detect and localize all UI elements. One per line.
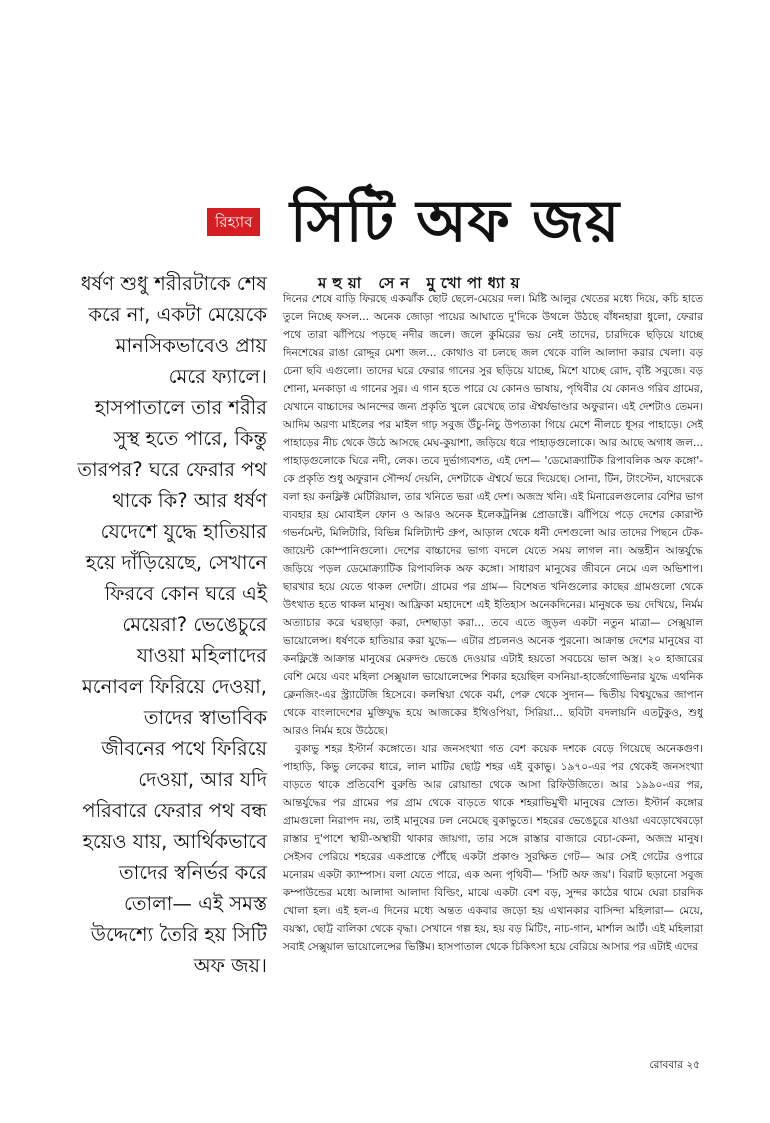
pull-quote-text: ধর্ষণ শুধু শরীরটাকে শেষ করে না, একটা মেয়েকে মানসিকভাবেও প্রায় মেরে ফ্যালে। হাসপাতালে তার শরীর সুস্থ হতে পারে, কিন্তু তারপর? ঘরে ফেরার পথ থাকে কি? আর ধর্ষণ যেদেশে যুদ্ধে হাতিয়ার হয়ে দাঁড়িয়েছে, সেখানে ফিরবে কোন ঘরে এই মেয়েরা? ভেঙেচুরে যাওয়া মহিলাদের মনোবল ফিরিয়ে দেওয়া, তাদের স্বাভাবিক জীবনের পথে ফিরিয়ে দেওয়া, আর যদি পরিবারে ফেরার পথ বন্ধ হয়েও যায়, আর্থিকভাবে তাদের স্বনির্ভর করে তোলা— এই সমস্ত উদ্দেশ্যে তৈরি হয় সিটি অফ জয়। xyxy=(77,272,267,977)
body-paragraph-1: দিনের শেষে বাড়ি ফিরছে একঝাঁক ছোট ছেলে-মেয়ের দল। মিষ্টি আলুর খেতের মধ্যে দিয়ে, কচি হাতে তুলে নিচ্ছে ফসল... অনেক জোড়া পায়ের আঘাতে দু'দিকে উথলে উঠছে বাঁধনহারা ধুলো, ফেরার পথে তারা ঝাঁপিয়ে পড়ছে নদীর জলে। জলে কুমিরের ভয় নেই তাদের, চারদিকে ছড়িয়ে যাচ্ছে দিনশেষের রাঙা রোদ্দুর মেশা জল... কোথাও বা চলছে জল থেকে বালি আলাদা করার খেলা। বড় চেনা ছবি এগুলো। তাদের ঘরে ফেরার গানের সুর ছড়িয়ে যাচ্ছে, মিশে যাচ্ছে রোদ, বৃষ্টি সবুজে। বড় শোনা, মনকাড়া এ গানের সুর। এ গান হতে পারে যে কোনও ভাষায়, পৃথিবীর যে কোনও গরিব গ্রামের, যেখানে বাচ্চাদের আনন্দের জন্য প্রকৃতি খুলে রেখেছে তার ঐশ্বর্যভাণ্ডার অফুরান। এই দেশটাও তেমন। আদিম অরণ্য মাইলের পর মাইল গাঢ় সবুজ উঁচু-নিচু উপত্যকা গিয়ে মেশে নীলচে ধূসর পাহাড়ে। সেই পাহাড়ের নীচ থেকে উঠে আসছে মেঘ-কুয়াশা, জড়িয়ে ধরে পাহাড়গুলোকে। আর আছে অগাধ জল... পাহাড়গুলোকে ঘিরে নদী, লেক। তবে দুর্ভাগ্যবশত, এই দেশ— 'ডেমোক্র্যাটিক রিপাবলিক অফ কঙ্গো'-কে প্রকৃতি শুধু অফুরান সৌন্দর্য দেয়নি, দেশটাকে ঐশ্বর্যে ভরে দিয়েছে। সোনা, টিন, টাংস্টেন, যাদেরকে বলা হয় কনফ্লিক্ট মেটিরিয়াল, তার খনিতে ভরা এই দেশ। অজস্র খনি। এই মিনারেলগুলোর বেশির ভাগ ব্যবহার হয় মোবাইল ফোন ও আরও অনেক ইলেকট্রনিক্স প্রোডাক্টে। ঝাঁপিয়ে পড়ে দেশের কোরাপ্ট গভর্নমেন্ট, মিলিটারি, বিভিন্ন মিলিট্যান্ট গ্রুপ, আড়াল থেকে ধনী দেশগুলো আর তাদের পিছনে টেক-জায়েন্ট কোম্পানিগুলো। দেশের বাচ্চাদের ভাগ্য বদলে যেতে সময় লাগল না। অন্তহীন আন্তর্যুদ্ধে জড়িয়ে পড়ল ডেমোক্র্যাটিক রিপাবলিক অফ কঙ্গো। সাধারণ মানুষের জীবনে নেমে এল অভিশাপ। ছারখার হয়ে যেতে থাকল দেশটা। গ্রামের পর গ্রাম— বিশেষত খনিগুলোর কাছের গ্রামগুলো থেকে উৎখাত হতে থাকল মানুষ। আফ্রিকা মহাদেশে এই ইতিহাস অনেকদিনের। মানুষকে ভয় দেখিয়ে, নির্মম অত্যাচার করে ঘরছাড়া করা, দেশছাড়া করা... তবে এতে জুড়ল একটা নতুন মাত্রা— সেক্সুয়াল ভায়োলেন্স। ধর্ষণকে হাতিয়ার করা যুদ্ধে— এটার প্রচলনও অনেক পুরনো। আক্রান্ত দেশের মানুষের বা কনফ্লিক্টে আক্রান্ত মানুষের মেরুদণ্ড ভেঙে দেওয়ার এটাই হয়তো সবচেয়ে ভাল অস্ত্র। ২০ হাজারের বেশি মেয়ে এবং মহিলা সেক্সুয়াল ভায়োলেন্সের শিকার হয়েছিল বসনিয়া-হার্জেগোভিনার যুদ্ধে এথনিক ক্লেনজিং-এর স্ট্র্যাটেজি হিসেবে। কলম্বিয়া থেকে বর্মা, পেরু থেকে সুদান— দ্বিতীয় বিশ্বযুদ্ধের জাপান থেকে বাংলাদেশের মুক্তিযুদ্ধ হয়ে আজকের ইথিওপিয়া, সিরিয়া... ছবিটা বদলায়নি এতটুকুও, শুধু আরও নির্মম হয়ে উঠেছে। xyxy=(283,293,703,737)
body-paragraph-2: বুকাভু শহর ইস্টার্ন কঙ্গোতে। যার জনসংখ্যা গত বেশ কয়েক দশকে বেড়ে গিয়েছে অনেকগুণ। পাহাড়ি, কিভু লেকের ধারে, লাল মাটির ছোট্ট শহর এই বুকাভু। ১৯৭০-এর পর থেকেই জনসংখ্যা বাড়তে থাকে প্রতিবেশি বুরুন্ডি আর রোয়ান্ডা থেকে আসা রিফিউজিতে। আর ১৯৯০-এর পর, আন্তর্যুদ্ধের পর গ্রামের পর গ্রাম থেকে বাড়তে থাকে শহরাভিমুখী মানুষের স্রোত। ইস্টার্ন কঙ্গোর গ্রামগুলো নিরাপদ নয়, তাই মানুষের ঢল নেমেছে বুকাভুতে। শহরের ভেঙেচুরে যাওয়া এবড়োখেবড়ো রাস্তার দু'পাশে স্থায়ী-অস্থায়ী থাকার জায়গা, তার সঙ্গে রাস্তার বাজারে বেচা-কেনা, অজস্র মানুষ। সেইসব পেরিয়ে শহরের একপ্রান্তে পৌঁছে একটা প্রকাণ্ড সুরক্ষিত গেট— আর সেই গেটের ওপারে মনোরম একটা ক্যাম্পাস। বলা যেতে পারে, এক অন্য পৃথিবী— 'সিটি অফ জয়'। বিরাট ছড়ানো সবুজ কম্পাউন্ডের মধ্যে আলাদা আলাদা বিল্ডিং, মাঝে একটা বেশ বড়, সুন্দর কাঠের থামে ঘেরা চারদিক খোলা হল। এই হল-এ দিনের মধ্যে অন্তত একবার জড়ো হয় এখানকার বাসিন্দা মহিলারা— মেয়ে, বয়স্কা, ছোট্ট বালিকা থেকে বৃদ্ধা। সেখানে গল্প হয়, হয় বড় মিটিং, নাচ-গান, মার্শাল আর্ট। এই মহিলারা সবাই সেক্সুয়াল ভায়োলেন্সের ভিক্টিম। হাসপাতাল থেকে চিকিৎসা হয়ে বেরিয়ে আসার পর এটাই এদের xyxy=(283,743,703,953)
article-title: সিটি অফ জয় xyxy=(290,187,621,255)
pull-quote xyxy=(75,268,267,981)
author-byline: মহুয়া সেন মুখোপাধ্যায় xyxy=(318,274,526,292)
section-tag: রিহ্যাব xyxy=(207,208,260,236)
page-footer: রোববার ২৫ xyxy=(649,1059,700,1071)
article-body xyxy=(283,290,703,956)
article-header xyxy=(207,183,727,263)
